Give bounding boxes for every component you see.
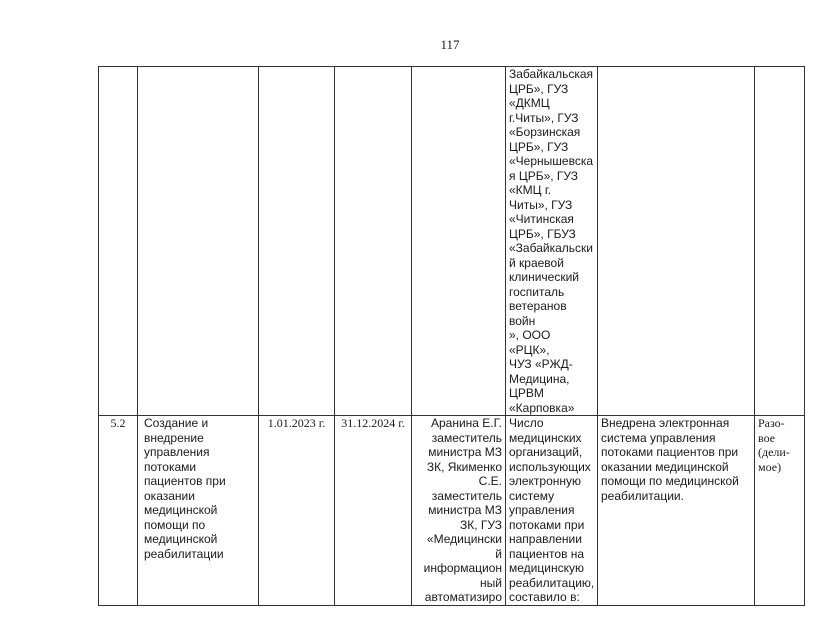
table-row [99, 416, 805, 606]
cell-result [598, 67, 755, 416]
cell-indicator: Число медицинских организаций, использующих электронную систему управления потоками при направлении пациентов на медицинскую реабилитацию, составило в: [506, 416, 598, 606]
cell-end-date [335, 67, 412, 416]
activities-table [98, 66, 805, 606]
cell-type [755, 67, 805, 416]
page-number: 117 [440, 37, 460, 52]
cell-start-date: 1.01.2023 г. [259, 416, 335, 606]
table-row [99, 67, 805, 416]
cell-number [99, 67, 138, 416]
cell-result: Внедрена электронная система управления потоками пациентов при оказании медицинской помощи по медицинской реабилитации. [598, 416, 755, 606]
cell-indicator: Забайкальская ЦРБ», ГУЗ «ДКМЦ г.Читы», ГУЗ «Борзинская ЦРБ», ГУЗ «Чернышевска я ЦРБ», ГУЗ «КМЦ г. Читы», ГУЗ «Читинская ЦРБ», ГБУЗ «Забайкальски й краевой клинический госпиталь ветеранов войн », ООО «РЦК», ЧУЗ «РЖД- Медицина, ЦРВМ «Карповка» [506, 67, 598, 416]
cell-responsible [412, 67, 506, 416]
cell-title: Создание и внедрение управления потоками пациентов при оказании медицинской помощи по медицинской реабилитации [138, 416, 259, 606]
cell-start-date [259, 67, 335, 416]
cell-type: Разо- вое (дели- мое) [755, 416, 805, 606]
cell-title [138, 67, 259, 416]
cell-end-date: 31.12.2024 г. [335, 416, 412, 606]
cell-responsible: Аранина Е.Г. заместитель министра МЗ ЗК, Якименко С.Е. заместитель министра МЗ ЗК, ГУЗ «Медицински й информацион ный автоматизиро [412, 416, 506, 606]
cell-number: 5.2 [99, 416, 138, 606]
